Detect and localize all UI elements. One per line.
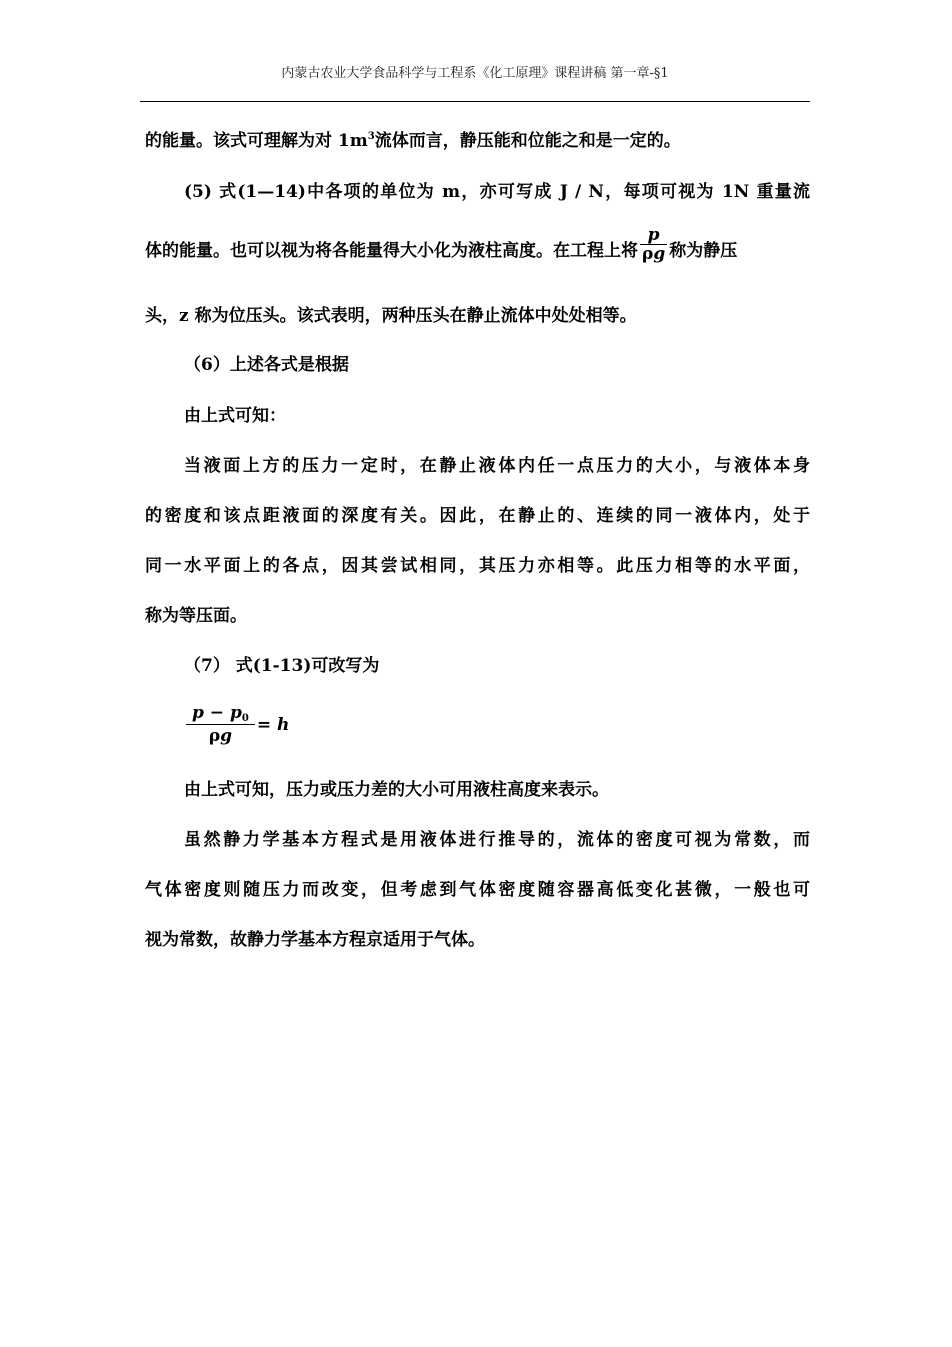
paragraph-line-3 <box>145 225 810 264</box>
g-symbol: g <box>653 244 666 264</box>
text: 称为静压 <box>669 241 738 261</box>
equals-sign: = <box>256 714 278 735</box>
h-symbol: h <box>277 714 290 735</box>
fraction-numerator: p <box>640 226 667 245</box>
equation-rhs <box>257 715 290 735</box>
paragraph-line-1 <box>145 130 810 152</box>
paragraph-line-4: 头，z 称为位压头。该式表明，两种压头在静止流体中处处相等。 <box>145 306 637 326</box>
paragraph-line-12: 由上式可知，压力或压力差的大小可用液柱高度来表示。 <box>184 780 609 800</box>
superscript: 3 <box>367 131 375 142</box>
header-rule <box>140 101 810 102</box>
rho-symbol: ρ <box>642 244 654 264</box>
equation-numerator <box>186 702 255 725</box>
equation-denominator <box>186 725 255 747</box>
fraction-p-over-rho-g <box>640 226 667 263</box>
minus-sign: − <box>203 703 230 723</box>
paragraph-line-2: (5) 式(1—14)中各项的单位为 m，亦可写成 J / N，每项可视为 1N 重量流 <box>184 182 810 202</box>
fraction-denominator <box>640 245 667 263</box>
p-symbol: p <box>192 703 204 723</box>
text: 流体而言，静压能和位能之和是一定的。 <box>374 131 681 151</box>
paragraph-line-8: 的密度和该点距液面的深度有关。因此，在静止的、连续的同一液体内，处于 <box>145 506 810 526</box>
equation-pressure-head <box>184 702 289 747</box>
paragraph-line-13: 虽然静力学基本方程式是用液体进行推导的，流体的密度可视为常数，而 <box>184 830 810 850</box>
paragraph-line-15: 视为常数，故静力学基本方程京适用于气体。 <box>145 930 485 950</box>
text: 体的能量。也可以视为将各能量得大小化为液柱高度。在工程上将 <box>145 241 638 261</box>
paragraph-line-10: 称为等压面。 <box>145 606 247 626</box>
rho-symbol: ρ <box>208 726 221 746</box>
subscript-zero: 0 <box>241 713 249 724</box>
paragraph-line-5: （6）上述各式是根据 <box>184 355 349 375</box>
text: 的能量。该式可理解为对 1m <box>145 131 368 151</box>
p0-symbol: p <box>229 703 242 723</box>
paragraph-line-7: 当液面上方的压力一定时，在静止液体内任一点压力的大小，与液体本身 <box>184 456 810 476</box>
g-symbol: g <box>220 726 233 746</box>
paragraph-line-9: 同一水平面上的各点，因其尝试相同，其压力亦相等。此压力相等的水平面， <box>145 556 810 576</box>
page-header: 内蒙古农业大学食品科学与工程系《化工原理》课程讲稿 第一章-§1 <box>281 66 669 81</box>
equation-fraction <box>186 702 255 747</box>
paragraph-line-6: 由上式可知： <box>184 406 286 426</box>
paragraph-line-11: （7） 式(1-13)可改写为 <box>184 656 380 676</box>
paragraph-line-14: 气体密度则随压力而改变，但考虑到气体密度随容器高低变化甚微，一般也可 <box>145 880 810 900</box>
